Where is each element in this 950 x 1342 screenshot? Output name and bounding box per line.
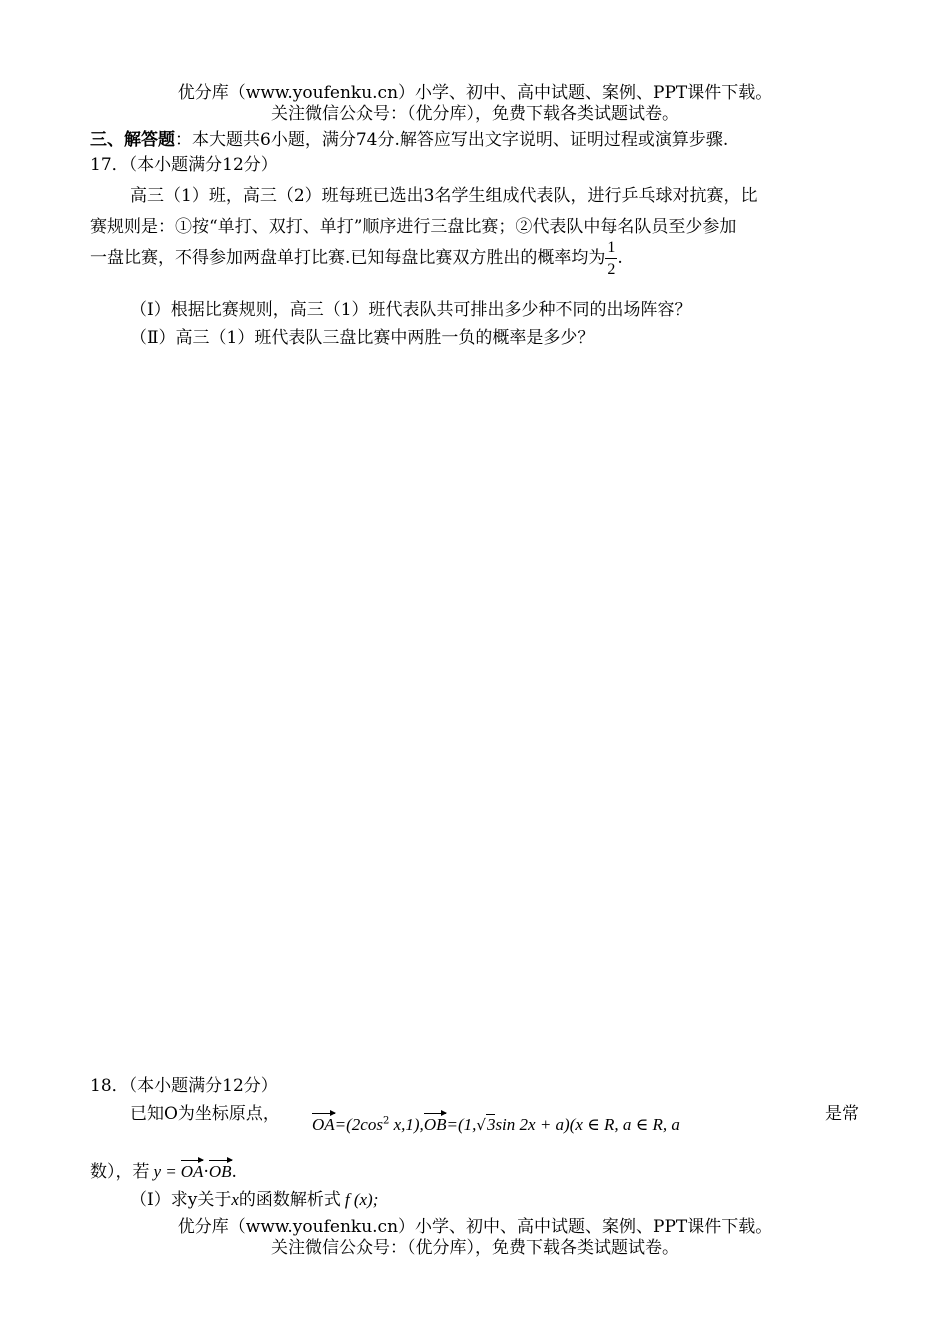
q18-line2-end: . — [231, 1162, 237, 1182]
footer-line-1: 优分库（www.youfenku.cn）小学、初中、高中试题、案例、PPT课件下载。 — [177, 1217, 773, 1237]
section-heading — [90, 125, 728, 150]
q17-paragraph-line-2: 赛规则是：①按“单打、双打、单打”顺序进行三盘比赛；②代表队中每名队员至少参加 — [90, 217, 737, 237]
vector-oa: OA — [312, 1115, 335, 1134]
q18-part-1 — [130, 1185, 378, 1210]
probability-fraction — [605, 240, 617, 278]
fraction-denominator: 2 — [607, 260, 616, 278]
footer-line-2: 关注微信公众号：（优分库），免费下载各类试题试卷。 — [271, 1238, 679, 1258]
q18-line-1-tail: 是常 — [825, 1104, 859, 1124]
header-line-1: 优分库（www.youfenku.cn）小学、初中、高中试题、案例、PPT课件下载。 — [177, 83, 773, 103]
q18-part1-mid: 的函数解析式 — [238, 1190, 341, 1210]
dot-product-symbol: · — [203, 1162, 209, 1182]
header-line-2: 关注微信公众号：（优分库），免费下载各类试题试卷。 — [271, 104, 679, 124]
q18-part1-lead: （Ⅰ）求y关于 — [130, 1190, 232, 1210]
eq2-part-b: sin 2x + a)(x ∈ R, a ∈ R, a — [495, 1115, 680, 1134]
sqrt-symbol: √ — [476, 1116, 486, 1134]
vector-oa-2: OA — [180, 1162, 204, 1181]
x-variable: x — [231, 1190, 239, 1209]
fraction-numerator: 1 — [605, 240, 617, 259]
eq1-part-a: =(2cos — [334, 1115, 383, 1134]
q17-part-1: （Ⅰ）根据比赛规则，高三（1）班代表队共可排出多少种不同的出场阵容？ — [130, 300, 692, 320]
q18-number: 18．（本小题满分12分） — [90, 1076, 278, 1096]
q17-number: 17．（本小题满分12分） — [90, 155, 278, 175]
vector-ob: OB — [423, 1115, 447, 1134]
y-equals: y = — [153, 1162, 177, 1181]
q18-line-2 — [90, 1157, 237, 1182]
eq2-part-a: =(1, — [446, 1115, 477, 1134]
function-fx: f (x); — [344, 1190, 379, 1209]
sqrt-radicand: 3 — [486, 1115, 496, 1134]
q17-line3-end: . — [617, 248, 623, 268]
q18-line2-lead: 数），若 — [90, 1162, 150, 1182]
q17-paragraph-line-3 — [90, 238, 623, 278]
q17-paragraph-line-1: 高三（1）班，高三（2）班每班已选出3名学生组成代表队，进行乒乓球对抗赛，比 — [130, 186, 758, 206]
q17-part-2: （Ⅱ）高三（1）班代表队三盘比赛中两胜一负的概率是多少？ — [130, 328, 595, 348]
q18-vector-equation — [312, 1114, 680, 1135]
eq1-exponent: 2 — [382, 1115, 390, 1127]
q17-line3-text: 一盘比赛，不得参加两盘单打比赛.已知每盘比赛双方胜出的概率均为 — [90, 248, 606, 268]
section-title: 三、解答题 — [90, 130, 175, 150]
vector-ob-2: OB — [208, 1162, 232, 1181]
eq1-part-b: x,1), — [389, 1115, 424, 1134]
q18-line-1-lead: 已知O为坐标原点， — [130, 1104, 280, 1124]
section-description: ：本大题共6小题，满分74分.解答应写出文字说明、证明过程或演算步骤. — [175, 130, 729, 150]
